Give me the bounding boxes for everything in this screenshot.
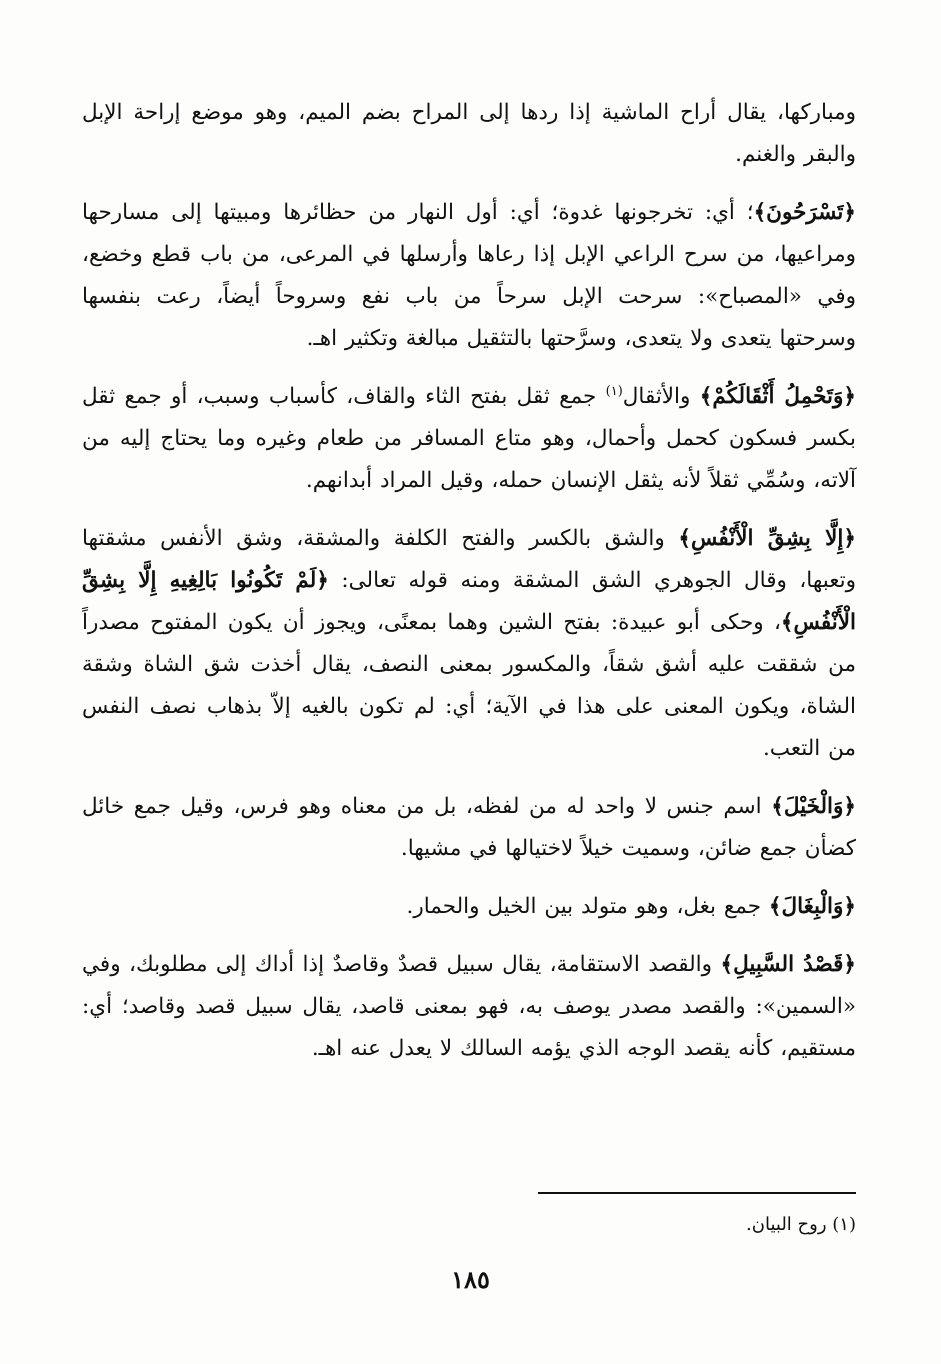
quran-term: ﴿إِلَّا بِشِقِّ الْأَنْفُسِ﴾	[678, 526, 856, 551]
paragraph-7	[82, 944, 856, 1070]
paragraph-text: اسم جنس لا واحد له من لفظه، بل من معناه وهو فرس، وقيل جمع خائل كضأن جمع ضائن، وسميت خيلاً لاختيالها في مشيها.	[82, 794, 856, 861]
quran-term: ﴿وَتَحْمِلُ أَثْقَالَكُمْ﴾	[699, 384, 856, 409]
footnote	[456, 1210, 856, 1240]
quran-term: ﴿تَسْرَحُونَ﴾	[753, 200, 856, 225]
footnote-text: روح البيان.	[746, 1214, 827, 1235]
quran-term: ﴿وَالْخَيْلَ﴾	[771, 794, 856, 819]
footnote-marker: (١)	[832, 1214, 856, 1235]
quran-quote: ﴿لَمْ تَكُونُوا بَالِغِيهِ إِلَّا بِشِقِّ الْأَنْفُسِ﴾	[82, 568, 856, 635]
paragraph-text-lead: والشق بالكسر والفتح الكلفة والمشقة، وشق الأنفس مشقتها وتعبها، وقال الجوهري الشق المشقة ومنه قوله تعالى:	[82, 526, 856, 593]
page-number: ١٨٥	[451, 1265, 490, 1294]
footnote-reference: (١)	[605, 383, 623, 399]
paragraph-6	[82, 886, 856, 928]
paragraph-text: جمع بغل، وهو متولد بين الخيل والحمار.	[406, 894, 762, 919]
quran-term: ﴿وَالْبِغَالَ﴾	[768, 894, 856, 919]
paragraph-text: ومباركها، يقال أراح الماشية إذا ردها إلى المراح بضم الميم، وهو موضع إراحة الإبل والبقر والغنم.	[82, 100, 856, 167]
paragraph-text: جمع ثقل بفتح الثاء والقاف، كأسباب وسبب، أو جمع ثقل بكسر فسكون كحمل وأحمال، وهو متاع المسافر من طعام وغيره وما يحتاج إليه من آلاته، وسُمِّي ثقلاً لأنه يثقل الإنسان حمله، وقيل المراد أبدانهم.	[82, 384, 856, 493]
paragraph-2	[82, 192, 856, 360]
footnote-divider	[538, 1192, 856, 1194]
body-text	[82, 92, 856, 1086]
paragraph-1	[82, 92, 856, 176]
paragraph-text-lead: والأثقال	[622, 384, 691, 409]
paragraph-4	[82, 518, 856, 770]
paragraph-text: ؛ أي: تخرجونها غدوة؛ أي: أول النهار من حظائرها ومبيتها إلى مسارحها ومراعيها، من سرح الراعي الإبل إذا رعاها وأرسلها في المرعى، من باب قطع وخضع، وفي «المصباح»: سرحت الإبل سرحاً من باب نفع وسروحاً أيضاً، رعت بنفسها وسرحتها يتعدى ولا يتعدى، وسرَّحتها بالتثقيل مبالغة وتكثير اهـ.	[82, 200, 856, 351]
quran-term: ﴿قَصْدُ السَّبِيلِ﴾	[720, 952, 856, 977]
paragraph-text: والقصد الاستقامة، يقال سبيل قصدٌ وقاصدٌ إذا أداك إلى مطلوبك، وفي «السمين»: والقصد مصدر يوصف به، فهو بمعنى قاصد، يقال سبيل قصد وقاصد؛ أي: مستقيم، كأنه يقصد الوجه الذي يؤمه السالك لا يعدل عنه اهـ.	[82, 952, 856, 1061]
paragraph-3	[82, 376, 856, 502]
paragraph-text: ، وحكى أبو عبيدة: بفتح الشين وهما بمعنًى، ويجوز أن يكون المفتوح مصدراً من شققت عليه أشق شقاً، والمكسور بمعنى النصف، يقال أخذت شق الشاة وشقة الشاة، ويكون المعنى على هذا في الآية؛ أي: لم تكون بالغيه إلاّ بذهاب نصف النفس من التعب.	[82, 610, 856, 761]
paragraph-5	[82, 786, 856, 870]
